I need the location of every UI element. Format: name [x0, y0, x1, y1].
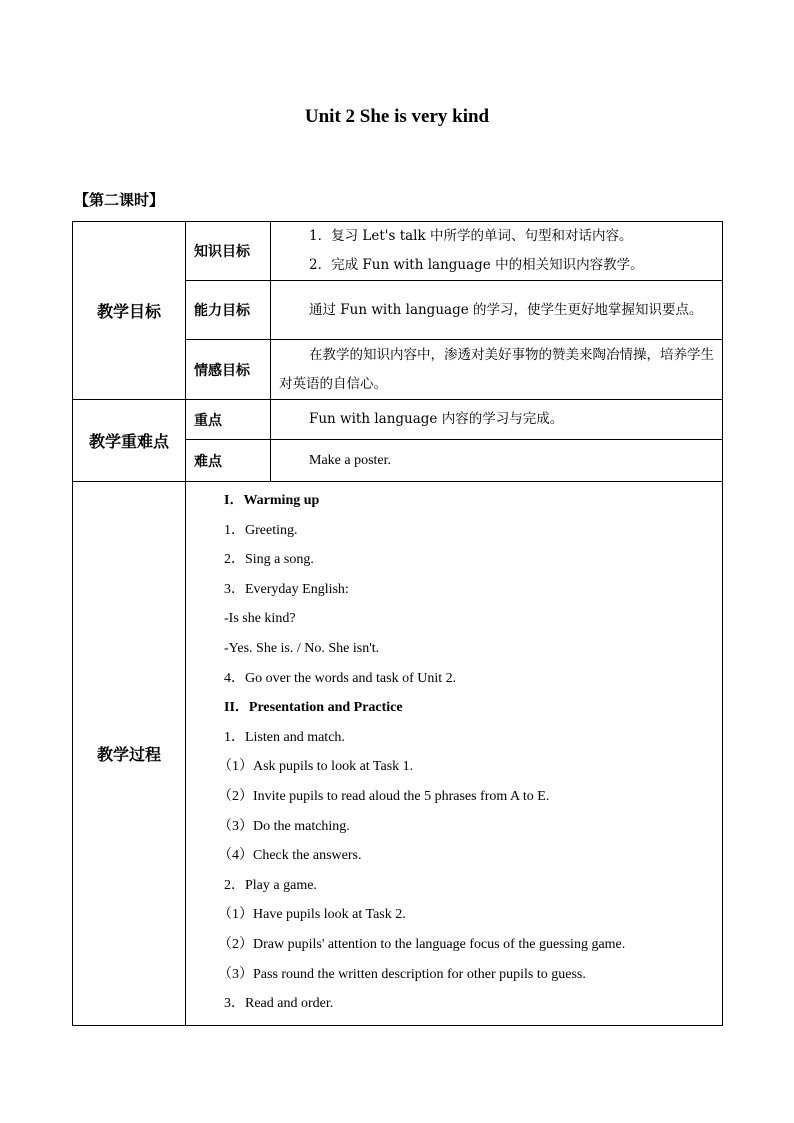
knowledge-goal-label: 知识目标 — [186, 222, 271, 281]
ability-goal-content — [271, 281, 723, 340]
process-content — [186, 482, 723, 1026]
process-line: 3．Everyday English: — [224, 581, 349, 597]
process-line: 2．Play a game. — [224, 877, 317, 893]
process-line: （4）Check the answers. — [218, 848, 362, 864]
process-line: 3．Read and order. — [224, 996, 334, 1012]
focus-label: 重点 — [186, 400, 271, 440]
process-line: 1．Listen and match. — [224, 729, 345, 745]
emotion-goal-label: 情感目标 — [186, 340, 271, 400]
difficulty-label: 难点 — [186, 440, 271, 482]
ability-goal-label: 能力目标 — [186, 281, 271, 340]
emotion-goal-text: 在教学的知识内容中，渗透对美好事物的赞美来陶冶情操，培养学生对英语的自信心。 — [279, 346, 714, 392]
process-line: （1）Have pupils look at Task 2. — [218, 907, 406, 923]
table-row — [73, 400, 723, 440]
process-line: I．Warming up — [224, 493, 320, 508]
knowledge-goal-line-1: 1．复习 Let's talk 中所学的单词、句型和对话内容。 — [309, 228, 633, 244]
knowledge-goal-line-2: 2．完成 Fun with language 中的相关知识内容教学。 — [309, 257, 644, 273]
table-row — [73, 482, 723, 1026]
document-title: Unit 2 She is very kind — [304, 106, 490, 127]
keypoints-category: 教学重难点 — [73, 400, 186, 482]
difficulty-content — [271, 440, 723, 482]
process-line: -Yes. She is. / No. She isn't. — [224, 640, 380, 656]
process-line: 4．Go over the words and task of Unit 2. — [224, 670, 457, 686]
process-category: 教学过程 — [73, 482, 186, 1026]
process-line: （2）Invite pupils to read aloud the 5 phrases from A to E. — [218, 788, 550, 804]
process-line: II．Presentation and Practice — [224, 700, 403, 716]
lesson-plan-table — [72, 221, 723, 1026]
process-line: 2．Sing a song. — [224, 552, 314, 568]
process-line: 1．Greeting. — [224, 522, 298, 538]
goals-category: 教学目标 — [73, 222, 186, 400]
knowledge-goal-content — [271, 222, 723, 281]
focus-content — [271, 400, 723, 440]
process-line: （3）Pass round the written description for other pupils to guess. — [218, 966, 586, 982]
process-line: （3）Do the matching. — [218, 818, 350, 834]
table-row — [73, 222, 723, 281]
ability-goal-text: 通过 Fun with language 的学习，使学生更好地掌握知识要点。 — [309, 301, 703, 318]
focus-text: Fun with language 内容的学习与完成。 — [309, 411, 564, 427]
process-line: -Is she kind? — [224, 611, 296, 627]
difficulty-text: Make a poster. — [309, 453, 392, 468]
lesson-label: 【第二课时】 — [74, 191, 165, 209]
process-line: （2）Draw pupils' attention to the language focus of the guessing game. — [218, 936, 626, 952]
process-line: （1）Ask pupils to look at Task 1. — [218, 759, 414, 775]
emotion-goal-content — [271, 340, 723, 400]
